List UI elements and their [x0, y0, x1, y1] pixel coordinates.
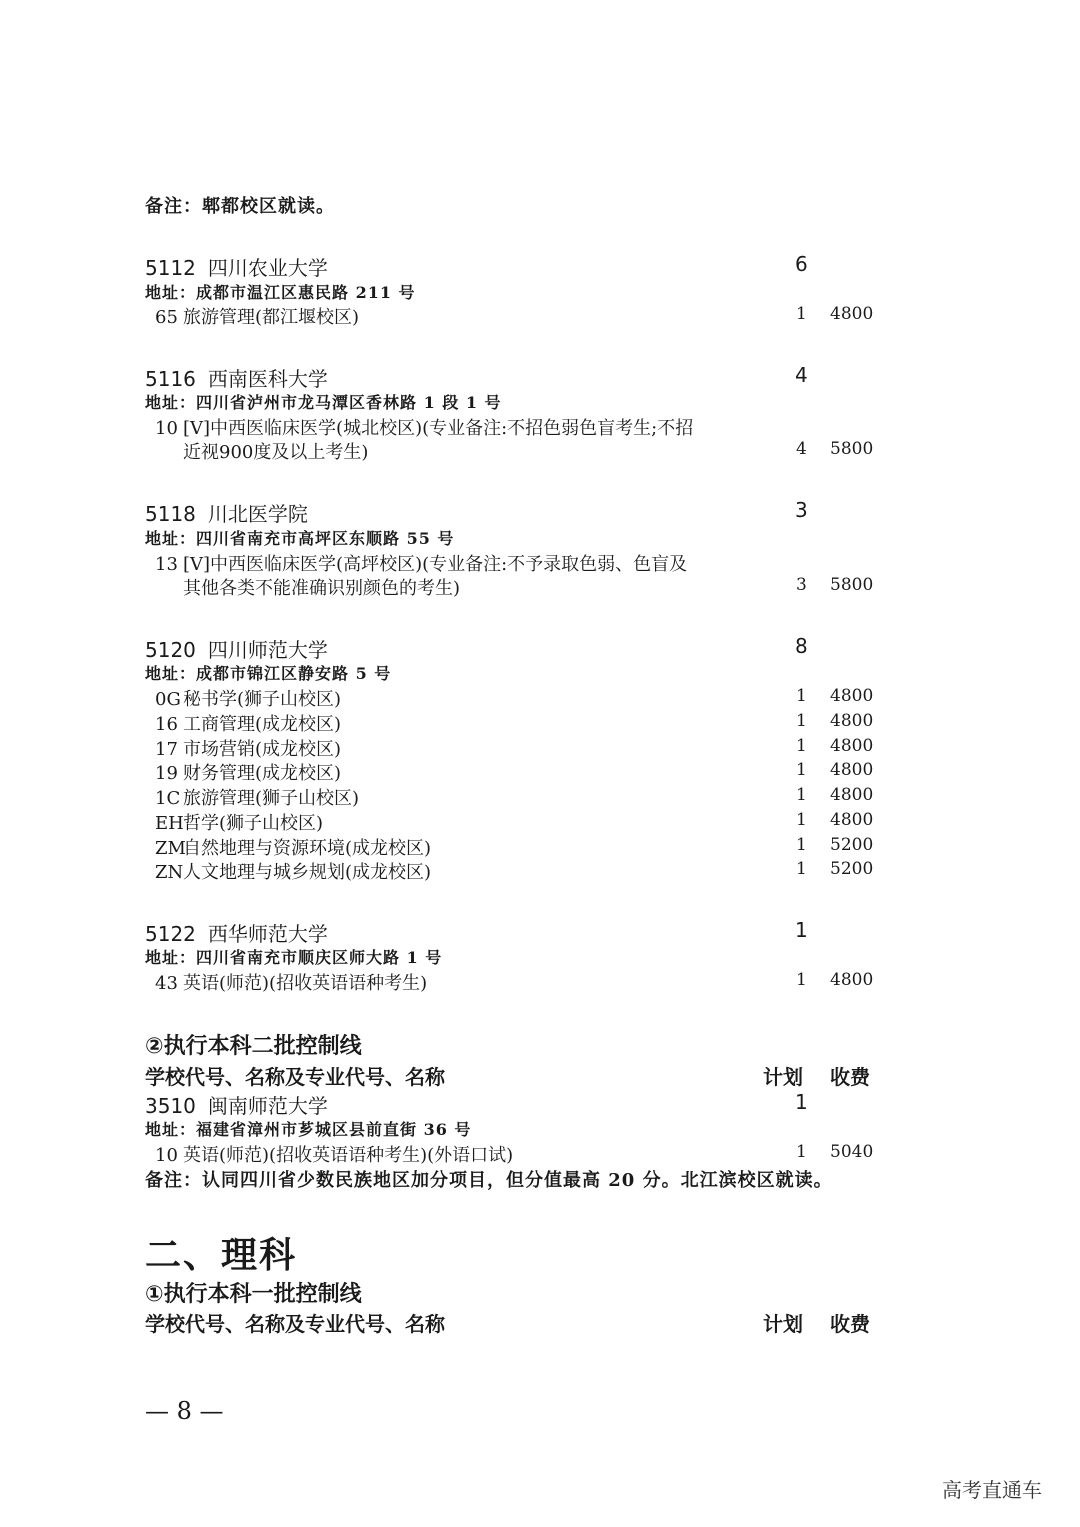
part-title: 二、理科 [145, 1235, 298, 1276]
major-name: 工商管理(成龙校区) [183, 714, 342, 735]
major-fee: 4800 [830, 810, 874, 830]
school-plan: 8 [795, 634, 808, 658]
major-fee: 5800 [830, 575, 874, 595]
school-header [145, 252, 328, 281]
major-row [155, 969, 427, 995]
major-plan: 3 [796, 575, 807, 595]
major-fee: 4800 [830, 686, 874, 706]
major-plan: 1 [796, 736, 807, 756]
major-row [155, 858, 431, 884]
column-header-plan: 计划 [763, 1312, 803, 1336]
major-row [155, 685, 341, 711]
major-name: 哲学(狮子山校区) [183, 813, 324, 834]
major-name: 人文地理与城乡规划(成龙校区) [183, 862, 432, 883]
major-name: 秘书学(狮子山校区) [183, 689, 342, 710]
major-fee: 4800 [830, 760, 874, 780]
school-code: 3510 [145, 1094, 196, 1118]
school-name: 闽南师范大学 [207, 1094, 328, 1118]
major-fee: 4800 [830, 785, 874, 805]
column-header-fee: 收费 [830, 1312, 870, 1336]
school-address: 地址：四川省南充市高坪区东顺路 55 号 [145, 529, 455, 548]
major-plan: 1 [796, 810, 807, 830]
major-fee: 4800 [830, 304, 874, 324]
school-plan: 6 [795, 252, 808, 276]
major-name: 财务管理(成龙校区) [183, 763, 342, 784]
school-plan: 3 [795, 498, 808, 522]
major-name: 旅游管理(狮子山校区) [183, 788, 360, 809]
major-code: EH [155, 813, 184, 834]
section-title: ②执行本科二批控制线 [145, 1034, 362, 1059]
major-plan: 1 [796, 760, 807, 780]
school-header [145, 363, 328, 392]
major-row [155, 710, 341, 736]
major-fee: 5200 [830, 859, 874, 879]
school-header [145, 634, 328, 663]
major-code: ZN [155, 862, 184, 883]
school-address: 地址：四川省泸州市龙马潭区香林路 1 段 1 号 [145, 393, 502, 412]
school-header [145, 498, 308, 527]
major-code: 43 [155, 973, 178, 994]
school-name: 川北医学院 [207, 502, 308, 526]
major-name-continued: 近视900度及以上考生) [183, 442, 369, 463]
major-name: 英语(师范)(招收英语语种考生)(外语口试) [183, 1145, 514, 1166]
major-name: 自然地理与资源环境(成龙校区) [183, 838, 432, 859]
major-fee: 4800 [830, 970, 874, 990]
school-header [145, 1090, 328, 1119]
major-fee: 4800 [830, 711, 874, 731]
school-note: 备注：认同四川省少数民族地区加分项目，但分值最高 20 分。北江滨校区就读。 [145, 1170, 833, 1191]
major-row [155, 735, 341, 761]
major-plan: 1 [796, 785, 807, 805]
school-code: 5112 [145, 256, 196, 280]
major-code: 17 [155, 739, 178, 760]
major-name: 市场营销(成龙校区) [183, 739, 342, 760]
major-code: 10 [155, 418, 178, 439]
top-note: 备注：郫都校区就读。 [145, 196, 335, 217]
major-row [155, 1141, 513, 1167]
major-row [155, 784, 359, 810]
major-code: 1C [155, 788, 181, 809]
watermark: 高考直通车 [942, 1478, 1042, 1502]
major-fee: 5040 [830, 1142, 874, 1162]
major-row [155, 759, 341, 785]
major-plan: 1 [796, 686, 807, 706]
major-name-continued: 其他各类不能准确识别颜色的考生) [183, 578, 461, 599]
school-name: 西华师范大学 [207, 922, 328, 946]
school-header [145, 918, 328, 947]
school-address: 地址：成都市温江区惠民路 211 号 [145, 283, 416, 302]
column-header-school: 学校代号、名称及专业代号、名称 [145, 1312, 445, 1336]
major-code: 13 [155, 554, 178, 575]
major-plan: 1 [796, 304, 807, 324]
major-code: 10 [155, 1145, 178, 1166]
column-header-plan: 计划 [763, 1065, 803, 1089]
major-code: ZM [155, 838, 186, 859]
major-code: 65 [155, 307, 178, 328]
major-row [155, 809, 323, 835]
column-header-fee: 收费 [830, 1065, 870, 1089]
major-fee: 5200 [830, 835, 874, 855]
major-name: [V]中西医临床医学(城北校区)(专业备注:不招色弱色盲考生;不招 [183, 418, 694, 439]
school-address: 地址：四川省南充市顺庆区师大路 1 号 [145, 948, 443, 967]
column-header-school: 学校代号、名称及专业代号、名称 [145, 1065, 445, 1089]
major-plan: 1 [796, 859, 807, 879]
section-title: ①执行本科一批控制线 [145, 1282, 362, 1307]
school-plan: 1 [795, 1090, 808, 1114]
major-plan: 1 [796, 835, 807, 855]
school-name: 四川农业大学 [207, 256, 328, 280]
major-row [155, 550, 687, 576]
major-plan: 1 [796, 970, 807, 990]
school-address: 地址：福建省漳州市芗城区县前直街 36 号 [145, 1120, 472, 1139]
page-number: — 8 — [145, 1397, 224, 1425]
school-name: 四川师范大学 [207, 638, 328, 662]
school-name: 西南医科大学 [207, 367, 328, 391]
major-name: [V]中西医临床医学(高坪校区)(专业备注:不予录取色弱、色盲及 [183, 554, 688, 575]
major-plan: 1 [796, 711, 807, 731]
major-code: 0G [155, 689, 181, 710]
major-plan: 4 [796, 439, 807, 459]
major-row [155, 834, 431, 860]
major-name: 英语(师范)(招收英语语种考生) [183, 973, 428, 994]
major-code: 16 [155, 714, 178, 735]
school-address: 地址：成都市锦江区静安路 5 号 [145, 664, 392, 683]
school-code: 5118 [145, 502, 196, 526]
school-plan: 4 [795, 363, 808, 387]
major-code: 19 [155, 763, 178, 784]
school-code: 5122 [145, 922, 196, 946]
major-fee: 4800 [830, 736, 874, 756]
major-fee: 5800 [830, 439, 874, 459]
major-name: 旅游管理(都江堰校区) [183, 307, 360, 328]
major-row [155, 414, 693, 440]
school-plan: 1 [795, 918, 808, 942]
major-plan: 1 [796, 1142, 807, 1162]
major-row [155, 303, 359, 329]
school-code: 5116 [145, 367, 196, 391]
school-code: 5120 [145, 638, 196, 662]
